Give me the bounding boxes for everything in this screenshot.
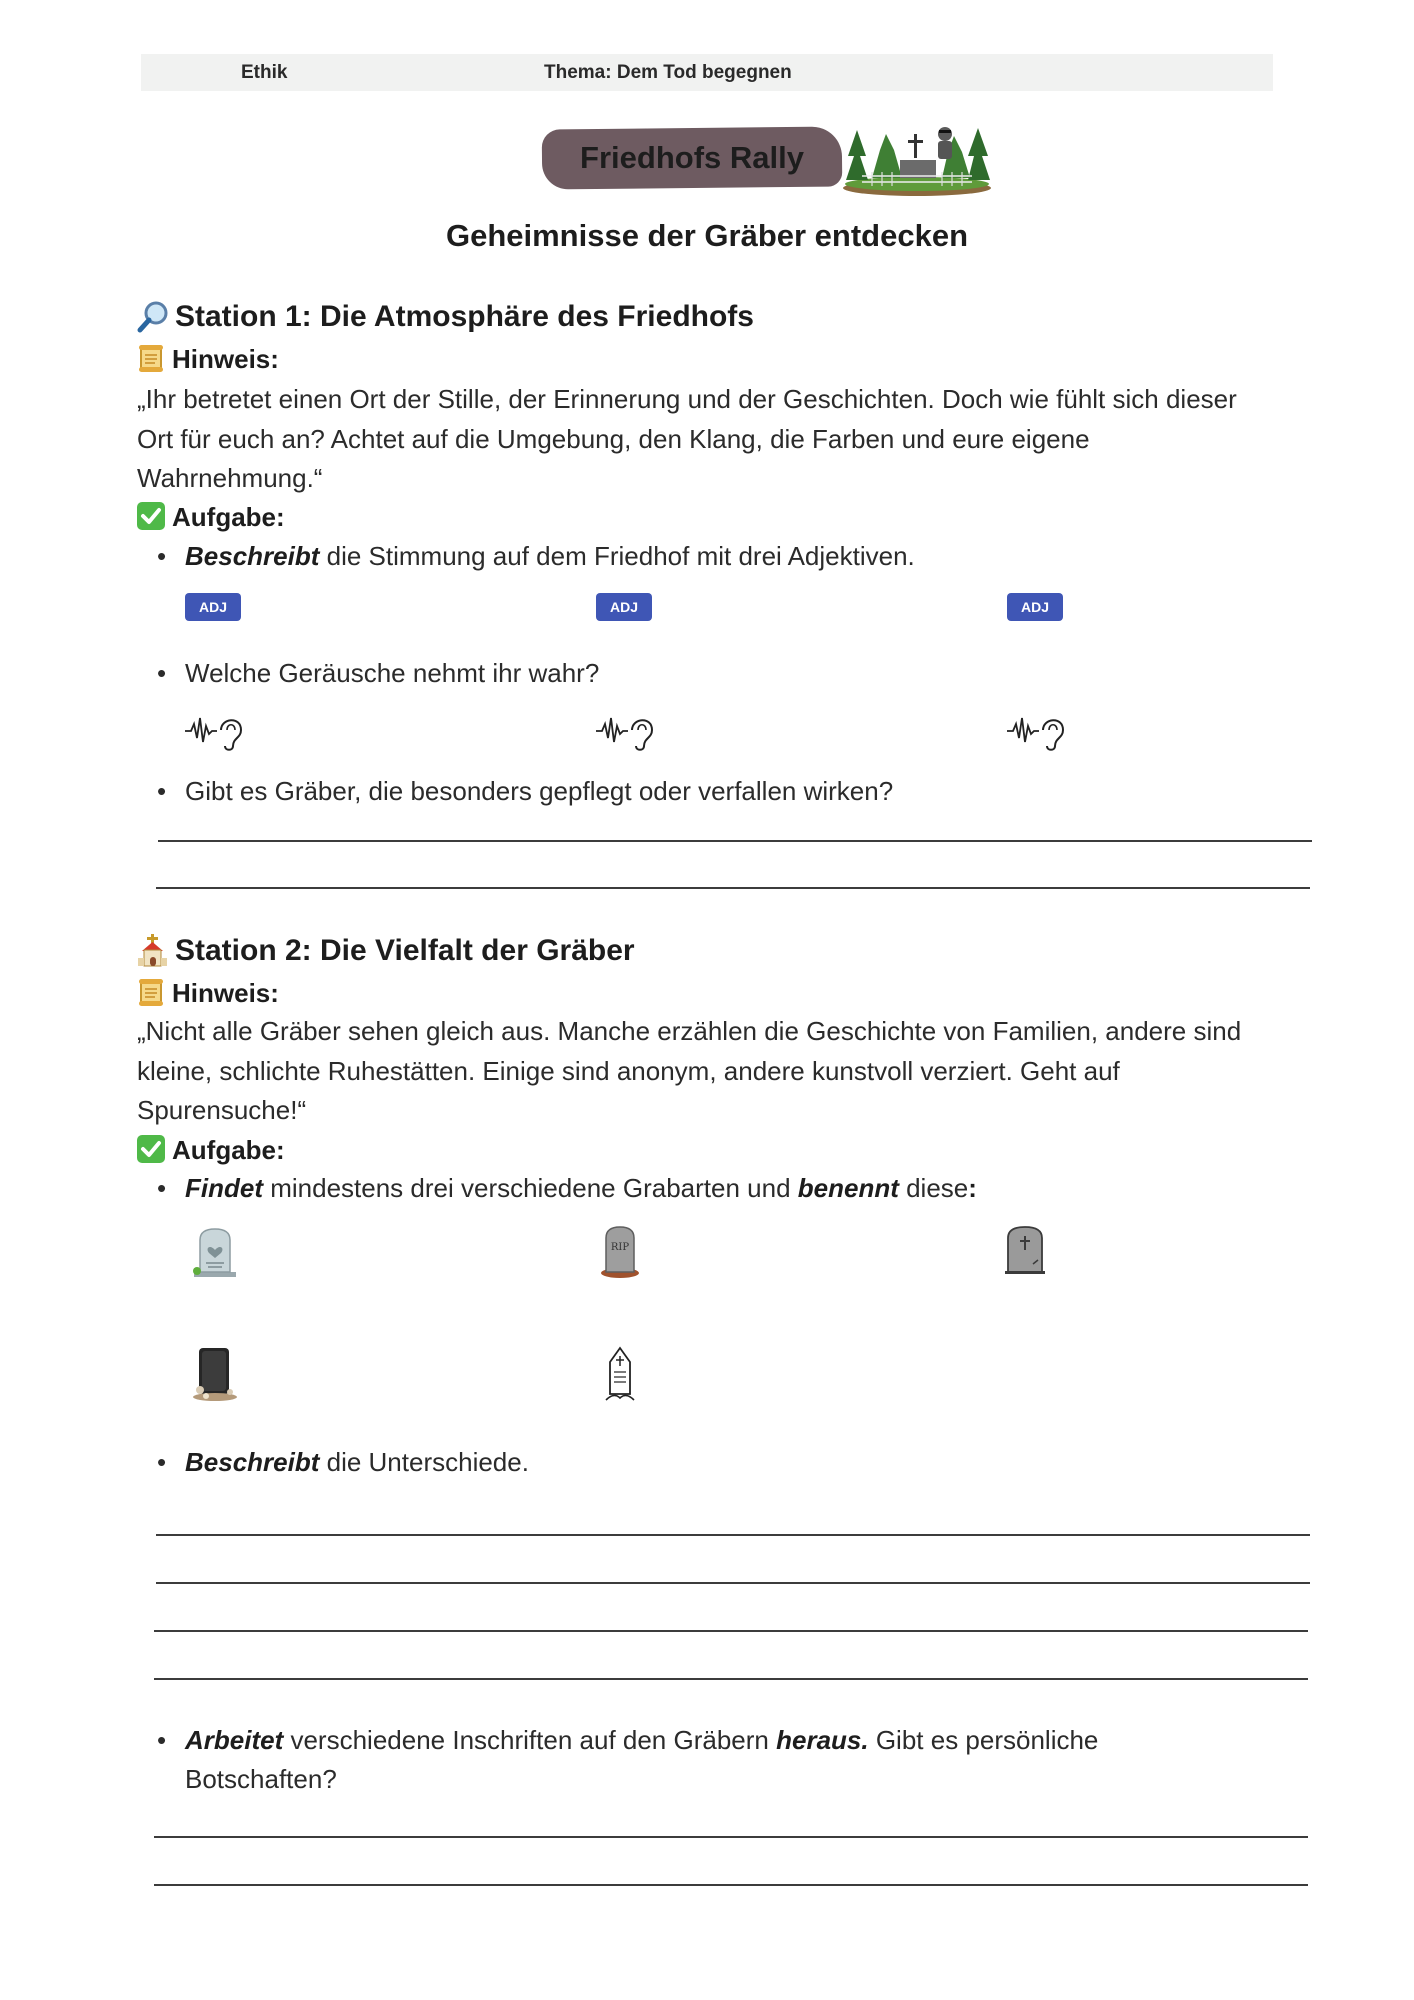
station1-question-3: • Gibt es Gräber, die besonders gepflegt oder verfallen wirken? [157, 776, 894, 806]
station1-hint-text: „Ihr betretet einen Ort der Stille, der Erinnerung und der Geschichten. Doch wie fühlt sich dieser Ort für euch an? Achtet auf die Umgebung, den Klang, die Farben und eure eigene Wahrnehmung.“ [137, 384, 1237, 493]
ear-soundwave-icon [1007, 710, 1065, 752]
station2-question-1: • Findet mindestens drei verschiedene Grabarten und benennt diese: [157, 1173, 977, 1203]
answer-line [154, 1836, 1308, 1838]
magnifier-icon [136, 300, 170, 334]
rip-text: RIP [610, 1242, 630, 1253]
scroll-icon [136, 977, 166, 1007]
ornate-gravestone-icon [600, 1344, 640, 1406]
scroll-icon [136, 343, 166, 373]
station1-question-1: • Beschreibt die Stimmung auf dem Friedhof mit drei Adjektiven. [157, 541, 915, 571]
station1-title: Station 1: Die Atmosphäre des Friedhofs [175, 300, 754, 333]
answer-line [156, 1534, 1310, 1536]
checkmark-icon [136, 501, 166, 531]
checkmark-icon [136, 1134, 166, 1164]
header-bar [141, 54, 1273, 91]
church-icon [136, 934, 170, 968]
station2-task-label: Aufgabe: [172, 1135, 285, 1165]
ear-soundwave-icon [185, 710, 243, 752]
dark-gravestone-icon [190, 1344, 240, 1402]
station1-question-2: • Welche Geräusche nehmt ihr wahr? [157, 658, 600, 688]
rip-gravestone-icon [598, 1224, 642, 1278]
adjective-badge: ADJ [596, 593, 652, 621]
subject-label: Ethik [241, 62, 288, 83]
ear-soundwave-icon [596, 710, 654, 752]
worksheet-subtitle: Geheimnisse der Gräber entdecken [445, 218, 969, 253]
adjective-badge: ADJ [185, 593, 241, 621]
cemetery-illustration [842, 120, 992, 198]
station1-task-label: Aufgabe: [172, 502, 285, 532]
station2-hint-text: „Nicht alle Gräber sehen gleich aus. Manche erzählen die Geschichte von Familien, andere sind kleine, schlichte Ruhestätten. Einige sind anonym, andere kunstvoll verziert. Geht auf Spurensuche!“ [137, 1016, 1242, 1125]
station2-question-2: • Beschreibt die Unterschiede. [157, 1447, 529, 1477]
topic-label: Thema: Dem Tod begegnen [544, 62, 792, 83]
cross-gravestone-icon [1003, 1224, 1047, 1276]
answer-line [154, 1630, 1308, 1632]
adjective-badge: ADJ [1007, 593, 1063, 621]
answer-line [156, 1582, 1310, 1584]
answer-line [154, 1678, 1308, 1680]
answer-line [156, 887, 1310, 889]
answer-line [158, 840, 1312, 842]
banner-title: Friedhofs Rally [580, 140, 804, 175]
station1-hint-label: Hinweis: [172, 344, 279, 374]
station2-title: Station 2: Die Vielfalt der Gräber [175, 934, 635, 967]
heart-gravestone-icon [190, 1226, 240, 1278]
station2-question-3: • Arbeitet verschiedene Inschriften auf den Gräbern heraus. Gibt es persönliche Botschaften? [157, 1725, 1099, 1794]
answer-line [154, 1884, 1308, 1886]
station2-hint-label: Hinweis: [172, 978, 279, 1008]
